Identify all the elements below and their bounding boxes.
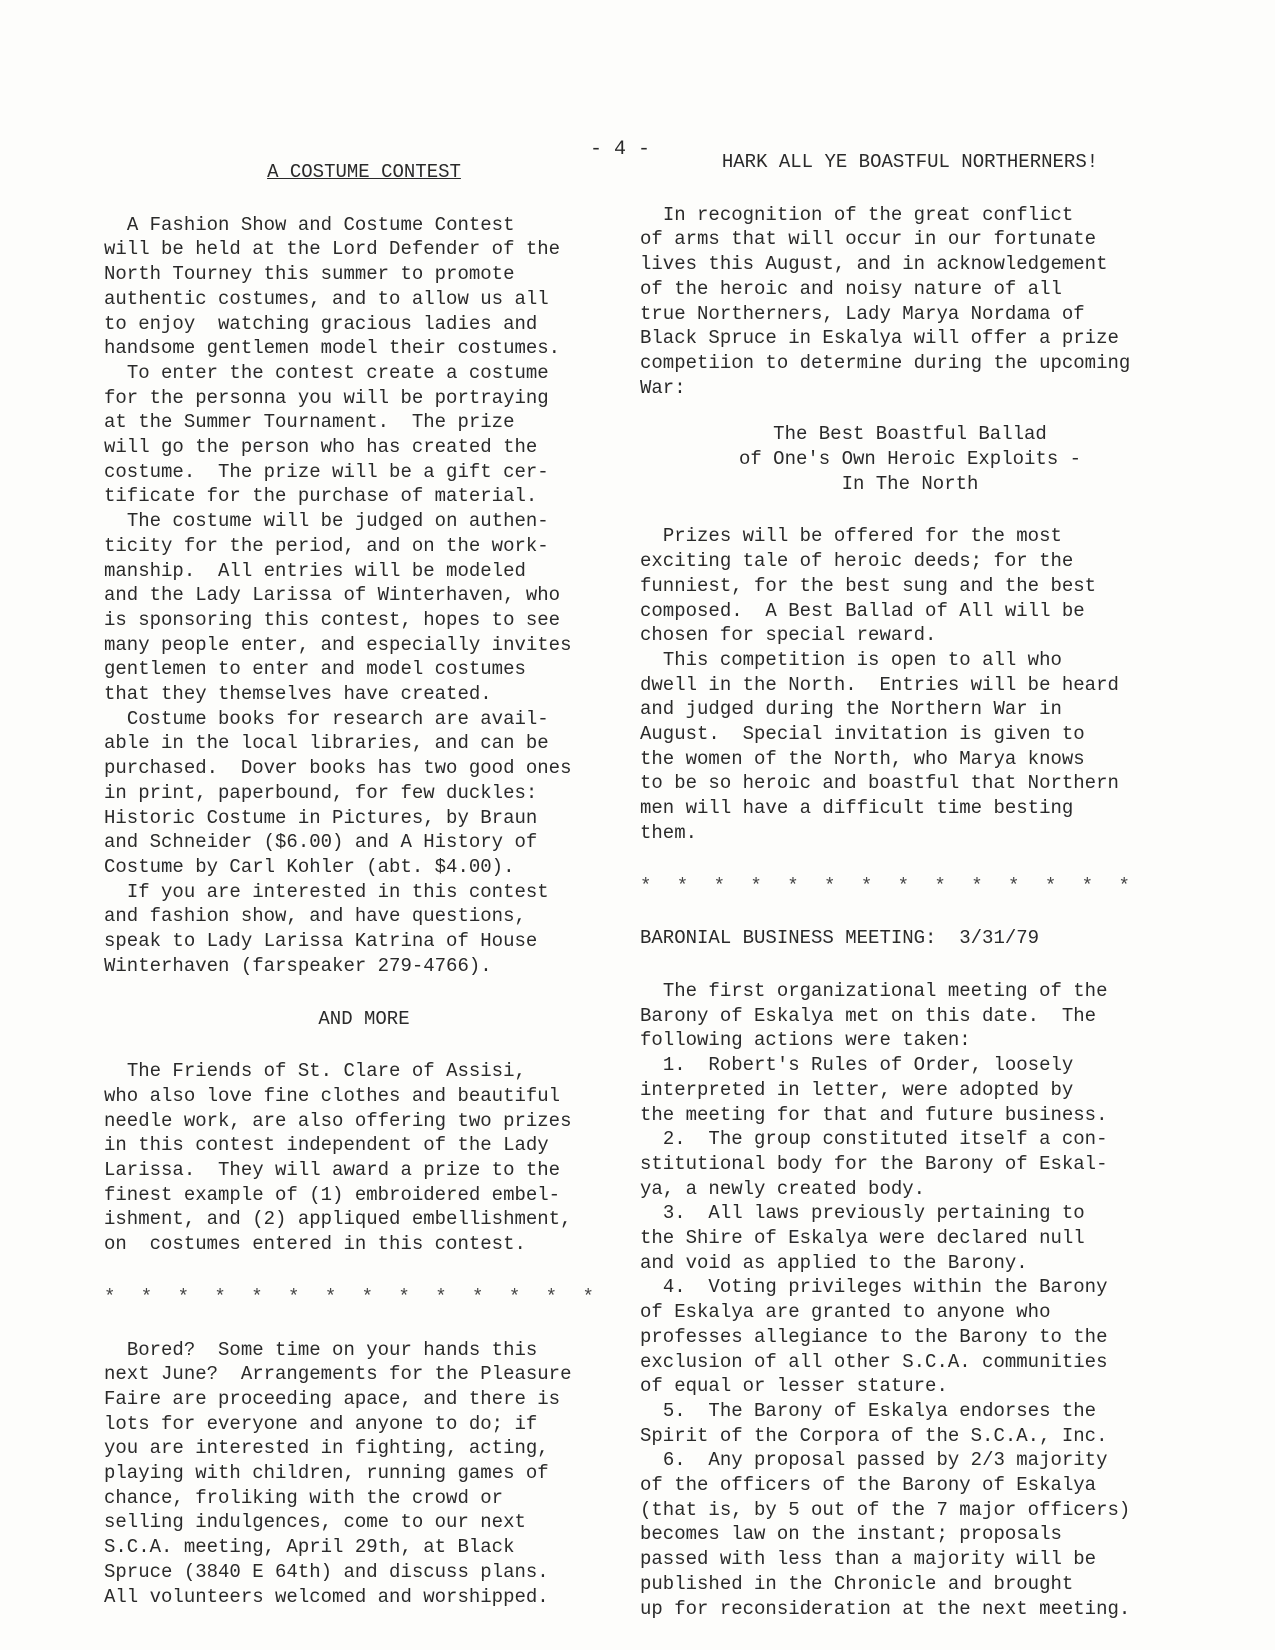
text-line: following actions were taken: xyxy=(640,1029,971,1052)
text-line: Winterhaven (farspeaker 279-4766). xyxy=(104,954,492,977)
text-line: and judged during the Northern War in xyxy=(640,698,1062,721)
text-line: next June? Arrangements for the Pleasure xyxy=(104,1363,572,1386)
text-line: becomes law on the instant; proposals xyxy=(640,1523,1062,1546)
text-line: up for reconsideration at the next meeting. xyxy=(640,1597,1131,1620)
text-line: exclusion of all other S.C.A. communities xyxy=(640,1350,1108,1373)
text-line: War: xyxy=(640,376,686,399)
text-line: professes allegiance to the Barony to the xyxy=(640,1325,1108,1348)
text-line: in this contest independent of the Lady xyxy=(104,1134,549,1157)
text-line: will go the person who has created the xyxy=(104,436,538,459)
text-line: Prizes will be offered for the most xyxy=(640,525,1062,548)
text-line: costume. The prize will be a gift cer- xyxy=(104,460,549,483)
text-line: A Fashion Show and Costume Contest xyxy=(104,213,515,236)
text-line: lives this August, and in acknowledgement xyxy=(640,253,1108,276)
text-line: chosen for special reward. xyxy=(640,624,937,647)
text-line: the women of the North, who Marya knows xyxy=(640,747,1085,770)
text-line: August. Special invitation is given to xyxy=(640,723,1085,746)
text-line: Spirit of the Corpora of the S.C.A., Inc. xyxy=(640,1424,1108,1447)
text-line: selling indulgences, come to our next xyxy=(104,1511,526,1534)
right-column xyxy=(640,150,1180,1621)
star-divider: * * * * * * * * * * * * * * xyxy=(104,1285,594,1308)
text-line: passed with less than a majority will be xyxy=(640,1548,1097,1571)
text-line: in print, paperbound, for few duckles: xyxy=(104,781,538,804)
text-line: men will have a difficult time besting xyxy=(640,797,1074,820)
ballad-title-line: The Best Boastful Ballad xyxy=(773,423,1047,446)
ballad-title-line: of One's Own Heroic Exploits - xyxy=(738,448,1082,471)
pleasure-faire-body xyxy=(104,1338,624,1610)
text-line: of the officers of the Barony of Eskalya xyxy=(640,1474,1097,1497)
left-column xyxy=(104,160,624,1609)
text-line: many people enter, and especially invites xyxy=(104,633,572,656)
text-line: and void as applied to the Barony. xyxy=(640,1251,1028,1274)
text-line: funniest, for the best sung and the best xyxy=(640,574,1097,597)
text-line: S.C.A. meeting, April 29th, at Black xyxy=(104,1536,515,1559)
text-line: (that is, by 5 out of the 7 major officers) xyxy=(640,1498,1131,1521)
text-line: Spruce (3840 E 64th) and discuss plans. xyxy=(104,1560,549,1583)
text-line: Bored? Some time on your hands this xyxy=(104,1338,538,1361)
star-divider: * * * * * * * * * * * * * * xyxy=(640,874,1130,897)
text-line: at the Summer Tournament. The prize xyxy=(104,411,515,434)
text-line: exciting tale of heroic deeds; for the xyxy=(640,550,1074,573)
text-line: stitutional body for the Barony of Eskal- xyxy=(640,1152,1108,1175)
text-line: In recognition of the great conflict xyxy=(640,203,1074,226)
text-line: 6. Any proposal passed by 2/3 majority xyxy=(640,1449,1108,1472)
text-line: Black Spruce in Eskalya will offer a prize xyxy=(640,327,1119,350)
text-line: This competition is open to all who xyxy=(640,648,1062,671)
text-line: The Friends of St. Clare of Assisi, xyxy=(104,1060,526,1083)
meeting-heading: BARONIAL BUSINESS MEETING: 3/31/79 xyxy=(640,927,1040,950)
hark-body xyxy=(640,203,1180,401)
page-number: - 4 - xyxy=(590,138,651,161)
text-line: The costume will be judged on authen- xyxy=(104,510,549,533)
text-line: will be held at the Lord Defender of the xyxy=(104,238,561,261)
meeting-body xyxy=(640,979,1180,1621)
hark-heading: HARK ALL YE BOASTFUL NORTHERNERS! xyxy=(721,151,1099,173)
text-line: the Shire of Eskalya were declared null xyxy=(640,1227,1085,1250)
text-line: ya, a newly created body. xyxy=(640,1177,926,1200)
text-line: of equal or lesser stature. xyxy=(640,1375,948,1398)
text-line: Larissa. They will award a prize to the xyxy=(104,1159,561,1182)
text-line: lots for everyone and anyone to do; if xyxy=(104,1412,538,1435)
text-line: of Eskalya are granted to anyone who xyxy=(640,1301,1051,1324)
text-line: and fashion show, and have questions, xyxy=(104,905,526,928)
text-line: finest example of (1) embroidered embel- xyxy=(104,1183,561,1206)
text-line: them. xyxy=(640,821,698,844)
text-line: ishment, and (2) appliqued embellishment, xyxy=(104,1208,572,1231)
ballad-title-block xyxy=(640,422,1180,496)
text-line: that they themselves have created. xyxy=(104,683,492,706)
text-line: able in the local libraries, and can be xyxy=(104,732,549,755)
text-line: Costume by Carl Kohler (abt. $4.00). xyxy=(104,855,515,878)
text-line: gentlemen to enter and model costumes xyxy=(104,658,526,681)
text-line: authentic costumes, and to allow us all xyxy=(104,287,549,310)
text-line: manship. All entries will be modeled xyxy=(104,559,526,582)
text-line: to be so heroic and boastful that Northern xyxy=(640,772,1119,795)
text-line: competiion to determine during the upcoming xyxy=(640,351,1131,374)
text-line: handsome gentlemen model their costumes. xyxy=(104,337,561,360)
text-line: All volunteers welcomed and worshipped. xyxy=(104,1585,549,1608)
text-line: to enjoy watching gracious ladies and xyxy=(104,312,538,335)
text-line: 2. The group constituted itself a con- xyxy=(640,1128,1108,1151)
text-line: the meeting for that and future business. xyxy=(640,1103,1108,1126)
text-line: needle work, are also offering two prizes xyxy=(104,1109,572,1132)
text-line: 4. Voting privileges within the Barony xyxy=(640,1276,1108,1299)
text-line: composed. A Best Ballad of All will be xyxy=(640,599,1085,622)
text-line: and Schneider ($6.00) and A History of xyxy=(104,831,538,854)
prizes-body xyxy=(640,524,1180,845)
text-line: and the Lady Larissa of Winterhaven, who xyxy=(104,584,561,607)
text-line: Costume books for research are avail- xyxy=(104,707,549,730)
text-line: true Northerners, Lady Marya Nordama of xyxy=(640,302,1085,325)
text-line: 3. All laws previously pertaining to xyxy=(640,1202,1085,1225)
and-more-body xyxy=(104,1059,624,1257)
text-line: playing with children, running games of xyxy=(104,1462,549,1485)
text-line: interpreted in letter, were adopted by xyxy=(640,1078,1074,1101)
text-line: of the heroic and noisy nature of all xyxy=(640,277,1062,300)
text-line: ticity for the period, and on the work- xyxy=(104,534,549,557)
text-line: The first organizational meeting of the xyxy=(640,979,1108,1002)
text-line: Barony of Eskalya met on this date. The xyxy=(640,1004,1097,1027)
costume-contest-body xyxy=(104,213,624,979)
text-line: who also love fine clothes and beautiful xyxy=(104,1084,561,1107)
ballad-title-line: In The North xyxy=(841,472,979,495)
text-line: dwell in the North. Entries will be heard xyxy=(640,673,1119,696)
text-line: is sponsoring this contest, hopes to see xyxy=(104,608,561,631)
text-line: chance, froliking with the crowd or xyxy=(104,1486,504,1509)
text-line: Faire are proceeding apace, and there is xyxy=(104,1387,561,1410)
costume-contest-heading: A COSTUME CONTEST xyxy=(267,161,461,183)
text-line: you are interested in fighting, acting, xyxy=(104,1437,549,1460)
text-line: 5. The Barony of Eskalya endorses the xyxy=(640,1399,1097,1422)
and-more-heading: AND MORE xyxy=(318,1007,410,1030)
text-line: Historic Costume in Pictures, by Braun xyxy=(104,806,538,829)
text-line: To enter the contest create a costume xyxy=(104,361,549,384)
text-line: tificate for the purchase of material. xyxy=(104,485,538,508)
text-line: purchased. Dover books has two good ones xyxy=(104,757,572,780)
text-line: of arms that will occur in our fortunate xyxy=(640,228,1097,251)
text-line: published in the Chronicle and brought xyxy=(640,1572,1074,1595)
text-line: 1. Robert's Rules of Order, loosely xyxy=(640,1054,1074,1077)
text-line: on costumes entered in this contest. xyxy=(104,1233,526,1256)
text-line: North Tourney this summer to promote xyxy=(104,263,515,286)
text-line: If you are interested in this contest xyxy=(104,880,549,903)
text-line: for the personna you will be portraying xyxy=(104,386,549,409)
text-line: speak to Lady Larissa Katrina of House xyxy=(104,930,538,953)
